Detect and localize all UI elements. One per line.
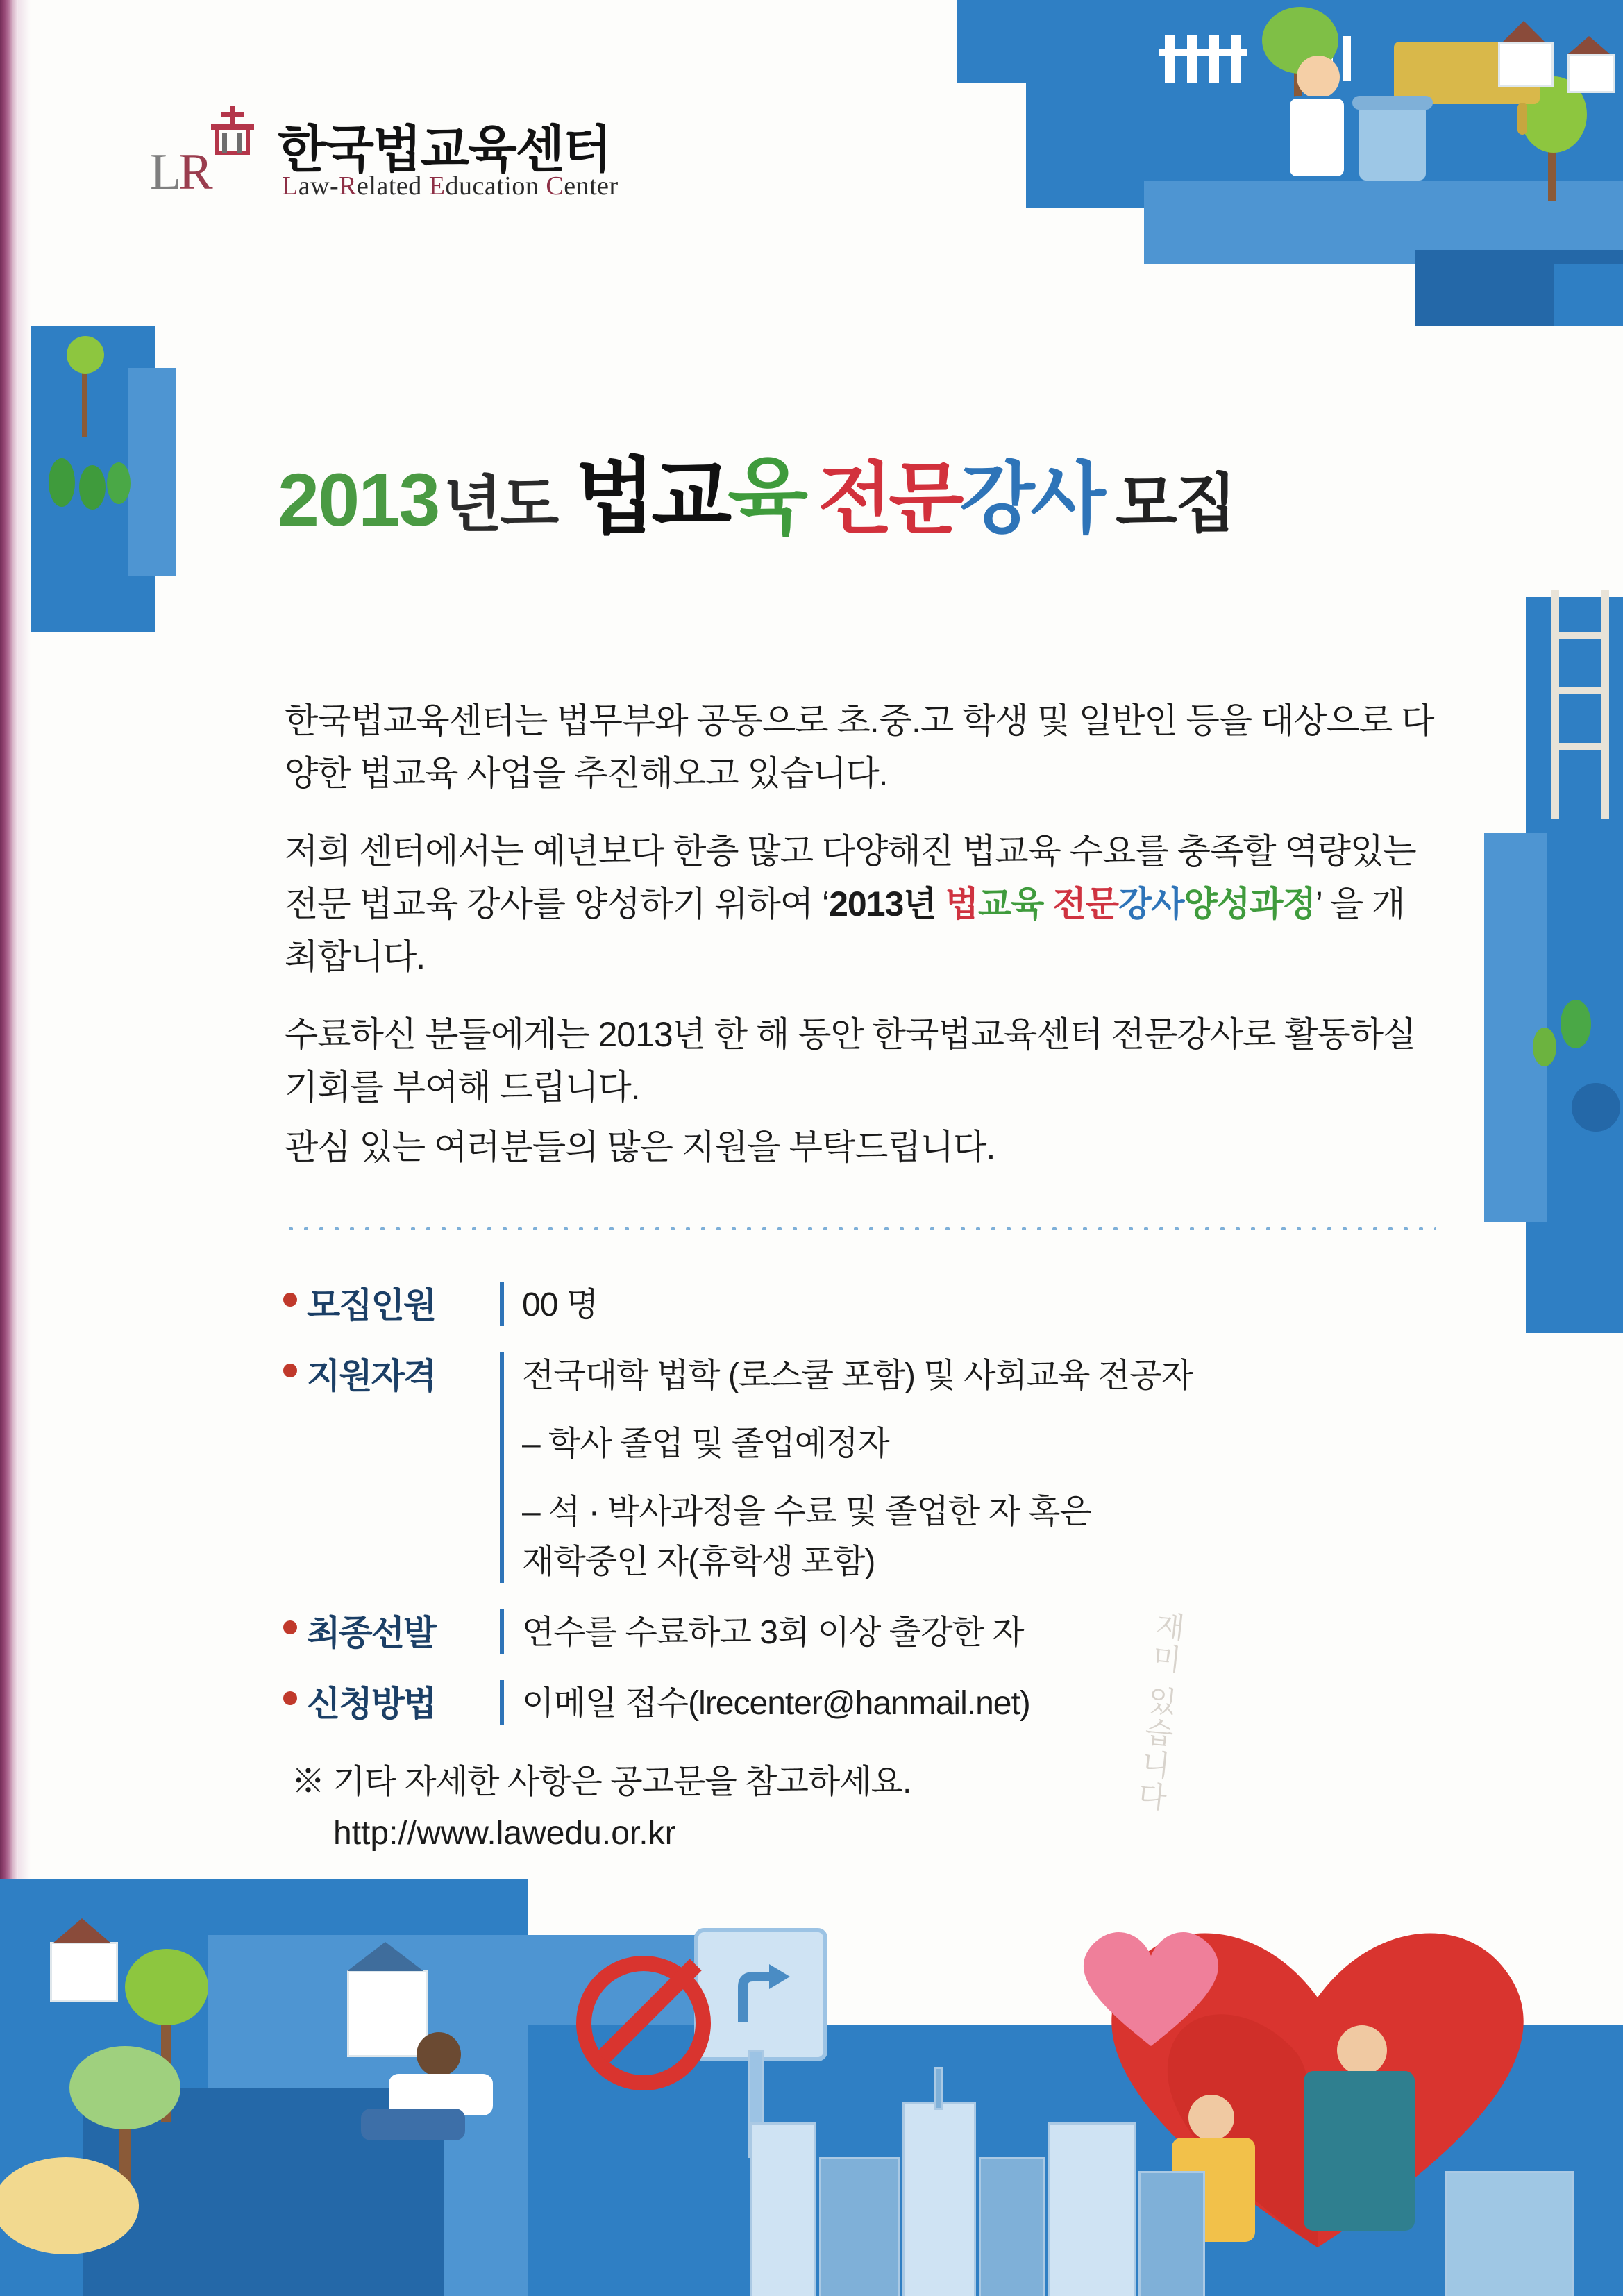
paragraph-2-tail: ’ 을 개최합니다. — [285, 885, 1405, 976]
list-item — [283, 1348, 1449, 1587]
course-part-e: 양성과정 — [1184, 885, 1315, 923]
antenna — [934, 2067, 943, 2110]
fence-post — [1165, 35, 1175, 83]
detail-value: 연수를 수료하고 3회 이상 출강한 자 — [522, 1614, 1024, 1651]
trash-lid — [1352, 96, 1433, 110]
turn-right-arrow-icon — [715, 1949, 798, 2032]
headline-year: 2013 — [278, 458, 439, 542]
watermark-text: 재미 있습니다 — [1132, 1609, 1187, 1815]
building — [1048, 2122, 1136, 2296]
building — [750, 2122, 816, 2296]
detail-value-email[interactable]: 이메일 접수(lrecenter@hanmail.net) — [522, 1685, 1030, 1722]
person-head — [1297, 56, 1340, 99]
house-roof — [1568, 36, 1610, 54]
ladder-step — [1551, 632, 1609, 639]
ladder-step — [1551, 687, 1609, 694]
bullet-icon — [283, 1293, 297, 1307]
building — [902, 2102, 976, 2296]
house-roof — [53, 1918, 111, 1943]
bullet-icon — [283, 1691, 297, 1705]
website-url[interactable]: http://www.lawedu.or.kr — [333, 1815, 676, 1852]
list-item — [283, 1277, 1449, 1330]
fence-post — [1343, 36, 1351, 81]
house — [347, 1970, 428, 2057]
logo-mark — [146, 104, 264, 201]
building — [819, 2157, 900, 2296]
fence-post — [1231, 35, 1241, 83]
fence-post — [1187, 35, 1197, 83]
detail-label: 지원자격 — [307, 1357, 436, 1396]
logo-monogram — [150, 143, 210, 202]
illustration-right — [1484, 597, 1623, 1333]
ladder-rail — [1601, 590, 1609, 819]
person-head — [417, 2032, 461, 2077]
course-part-d: 강사 — [1118, 885, 1184, 923]
course-part-b: 교육 — [977, 885, 1053, 923]
illustration-bottom — [0, 1796, 1623, 2296]
vertical-rule — [500, 1680, 504, 1725]
circle-sign — [1572, 1083, 1620, 1132]
tree-foliage — [125, 1949, 208, 2025]
logo-title-ko: 한국법교육센터 — [278, 121, 611, 178]
tree-foliage — [1533, 1028, 1556, 1066]
paragraph-3: 수료하신 분들에게는 2013년 한 해 동안 한국법교육센터 전문강사로 활동하실 기회를 부여해 드립니다. — [285, 1015, 1416, 1107]
tree-foliage — [1561, 1000, 1591, 1048]
page-title — [278, 430, 1472, 555]
bullet-icon — [283, 1364, 297, 1377]
detail-subitem-continued: 재학중인 자(휴학생 포함) — [522, 1543, 875, 1580]
tree-foliage — [69, 2046, 180, 2129]
house — [50, 1942, 118, 2002]
person-body — [1304, 2071, 1415, 2231]
headline-year-suffix: 년도 — [443, 470, 557, 539]
intro-body — [285, 694, 1437, 1198]
logo-monogram-r: R — [178, 144, 210, 201]
logo-title-en: Law-Related Education Center — [282, 171, 619, 201]
person-legs — [361, 2109, 465, 2140]
dotted-divider — [283, 1227, 1436, 1230]
child-head — [1188, 2095, 1234, 2140]
trash-bin — [1359, 104, 1426, 181]
vertical-rule — [500, 1282, 504, 1326]
headline-brush-1: 법 — [575, 451, 652, 544]
courthouse-icon — [205, 106, 260, 158]
brand-logo — [146, 104, 715, 215]
headline-emph-blue: 강사 — [959, 455, 1102, 542]
person-head — [1337, 2025, 1387, 2075]
detail-subitem: – 학사 졸업 및 졸업예정자 — [522, 1425, 889, 1462]
house-roof — [347, 1942, 423, 1971]
paragraph-2 — [285, 825, 1437, 983]
vertical-rule — [500, 1352, 504, 1583]
headline-brush-2: 교 — [651, 451, 728, 544]
house-roof — [1503, 21, 1545, 42]
paragraph-1: 한국법교육센터는 법무부와 공동으로 초.중.고 학생 및 일반인 등을 대상으로 다양한 법교육 사업을 추진해오고 있습니다. — [285, 701, 1434, 793]
bench-leg — [1517, 103, 1527, 135]
footnote-marker: ※ — [292, 1763, 325, 1800]
building — [979, 2157, 1045, 2296]
detail-label: 신청방법 — [307, 1684, 436, 1723]
heart-small-icon — [1068, 1914, 1234, 2053]
building — [1138, 2171, 1205, 2296]
course-year: 2013년 — [829, 885, 945, 923]
building — [1445, 2171, 1574, 2296]
detail-value — [522, 1348, 1193, 1587]
list-item — [283, 1605, 1449, 1658]
footnote — [292, 1757, 911, 1860]
house — [1498, 42, 1554, 87]
headline-brush-3: 육 — [728, 451, 805, 544]
tree-foliage — [67, 336, 104, 374]
illustration-left — [31, 326, 190, 646]
details-list — [283, 1277, 1449, 1747]
vertical-rule — [500, 1609, 504, 1654]
detail-label: 모집인원 — [307, 1286, 436, 1325]
detail-value-main: 전국대학 법학 (로스쿨 포함) 및 사회교육 전공자 — [522, 1357, 1193, 1394]
person-body — [1287, 96, 1347, 179]
tree-foliage — [107, 462, 131, 504]
tree-foliage — [49, 458, 75, 507]
illustration-top-right — [846, 0, 1623, 326]
ladder-rail — [1551, 590, 1559, 819]
logo-monogram-l: L — [150, 144, 179, 201]
detail-subitem: – 석 · 박사과정을 수료 및 졸업한 자 혹은 — [522, 1493, 1091, 1530]
headline-emph-red: 전문 — [818, 455, 960, 542]
paragraph-2-lead: 저희 센터에서는 예년보다 한층 많고 다양해진 법교육 수요를 충족할 역량있는 전문 법교육 강사를 양성하기 위하여 ‘ — [285, 832, 1416, 923]
tree-foliage — [79, 465, 106, 510]
footnote-text: 기타 자세한 사항은 공고문을 참고하세요. — [333, 1763, 911, 1800]
ladder-step — [1551, 743, 1609, 750]
course-part-a: 법 — [945, 885, 978, 923]
list-item — [283, 1676, 1449, 1729]
course-part-c: 전문 — [1052, 885, 1118, 923]
headline-tail: 모집 — [1115, 469, 1235, 539]
bullet-icon — [283, 1620, 297, 1634]
detail-label: 최종선발 — [307, 1614, 436, 1652]
detail-value: 00 명 — [522, 1287, 598, 1323]
fence-post — [1209, 35, 1219, 83]
paragraph-4: 관심 있는 여러분들의 많은 지원을 부탁드립니다. — [285, 1128, 995, 1166]
house — [1567, 54, 1615, 93]
fence-rail — [1159, 49, 1247, 56]
